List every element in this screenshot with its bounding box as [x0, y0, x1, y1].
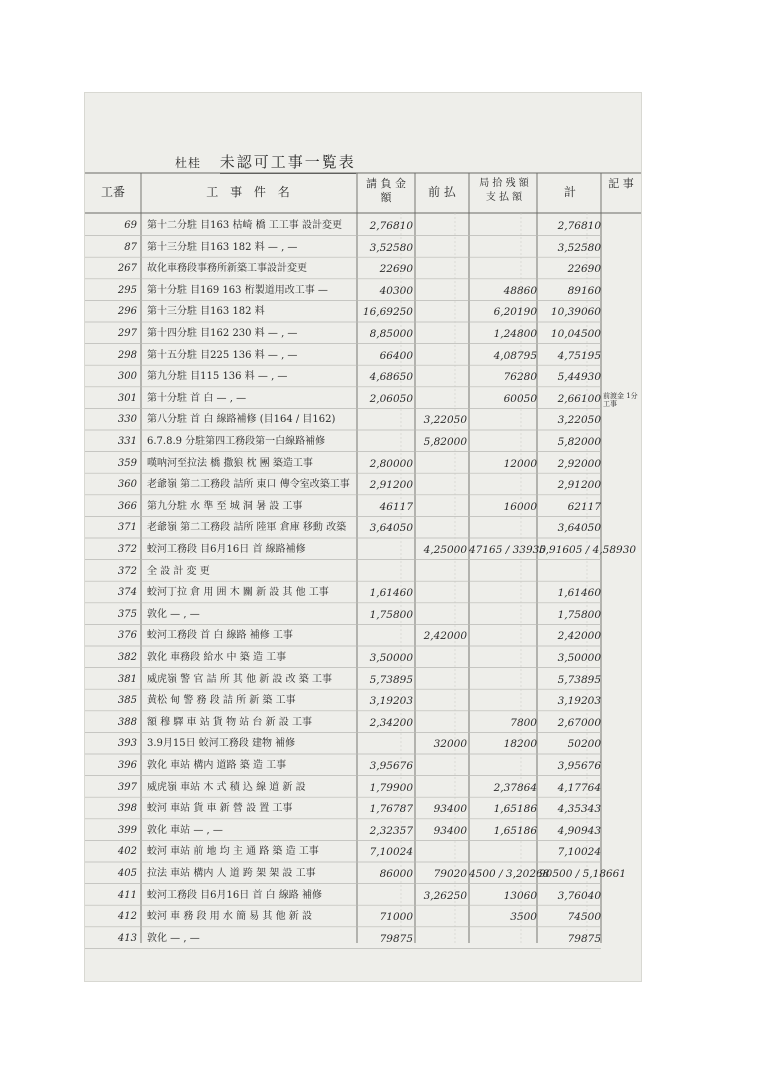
cell-remaining: 12000	[503, 457, 537, 470]
cell-amount: 1,79900	[369, 781, 413, 794]
cell-remaining: 60050	[503, 392, 537, 405]
header-total: 計	[563, 185, 576, 199]
table-row	[85, 345, 641, 368]
cell-amount: 22690	[379, 263, 413, 276]
cell-no: 411	[117, 889, 137, 901]
cell-total: 4,75195	[557, 349, 601, 362]
cell-prepaid: 93400	[433, 803, 467, 816]
cell-amount: 16,69250	[362, 306, 413, 319]
cell-amount: 3,64050	[369, 522, 413, 535]
cell-remaining: 76280	[503, 371, 537, 384]
cell-name: 拉法 車站 構内 人 道 跨 架 架 設 工事	[147, 868, 316, 879]
cell-name: 第十分駐 首 白 — , —	[147, 392, 247, 404]
cell-total: 3,76040	[557, 889, 601, 902]
cell-remaining: 3500	[510, 911, 537, 924]
cell-no: 375	[117, 608, 137, 620]
table-row	[85, 928, 641, 951]
cell-total: 3,50000	[557, 652, 601, 664]
cell-name: 老爺嶺 第二工務段 詰所 東口 傳令室改築工事	[147, 479, 350, 491]
cell-remaining: 6,20190	[493, 306, 537, 319]
cell-no: 372	[117, 544, 137, 555]
cell-total: 4,17764	[557, 781, 601, 794]
cell-name: 敦化 車站 — , —	[147, 824, 223, 836]
cell-no: 359	[117, 457, 137, 469]
table-row	[85, 388, 641, 411]
cell-prepaid: 93400	[433, 824, 467, 837]
cell-amount: 2,80000	[369, 457, 413, 470]
cell-no: 360	[117, 479, 137, 491]
header-no: 工番	[100, 185, 125, 199]
cell-remaining: 7800	[510, 716, 537, 729]
cell-prepaid: 79020	[433, 868, 467, 880]
cell-name: 敦化 — , —	[147, 608, 200, 620]
cell-total: 3,19203	[557, 695, 601, 708]
cell-total: 2,67000	[557, 716, 601, 729]
cell-total: 5,91605 / 4,58930	[539, 544, 637, 556]
cell-no: 371	[117, 522, 137, 534]
cell-no: 366	[117, 500, 137, 512]
cell-no: 330	[117, 414, 137, 426]
cell-remaining: 4,08795	[493, 349, 537, 362]
cell-amount: 7,10024	[369, 846, 413, 859]
cell-name: 威虎嶺 警 官 詰 所 其 他 新 設 改 築 工事	[147, 673, 332, 685]
cell-remaining: 1,65186	[493, 824, 537, 837]
title-main: 未認可工事一覧表	[220, 153, 356, 174]
cell-prepaid: 2,42000	[423, 630, 467, 643]
cell-no: 382	[117, 652, 137, 663]
cell-no: 295	[117, 284, 137, 296]
cell-amount: 2,32357	[369, 824, 413, 837]
cell-no: 413	[117, 932, 137, 944]
table-row	[85, 712, 641, 735]
cell-amount: 40300	[379, 284, 413, 297]
header-prepaid: 前 払	[428, 185, 456, 199]
table-row	[85, 517, 641, 540]
cell-no: 87	[124, 241, 137, 253]
cell-name: 第十二分駐 目163 枯崎 橋 工工事 設計変更	[147, 220, 342, 231]
table-row	[85, 323, 641, 346]
cell-total: 10,04500	[550, 328, 601, 340]
cell-total: 89160	[567, 284, 601, 297]
cell-name: 第八分駐 首 白 線路補修 (目164 / 目162)	[147, 414, 336, 426]
cell-no: 267	[117, 263, 137, 275]
cell-remaining: 1,24800	[493, 328, 537, 340]
header-note: 記 事	[608, 177, 634, 190]
cell-total: 50200	[567, 738, 601, 751]
cell-amount: 86000	[379, 868, 413, 880]
cell-amount: 3,52580	[369, 241, 413, 254]
cell-name: 蛟河工務段 目6月16日 首 線路補修	[147, 544, 306, 555]
cell-amount: 5,73895	[369, 673, 413, 686]
table-row	[85, 539, 641, 562]
table-row	[85, 625, 641, 648]
cell-name: 故化車務段事務所新築工事設計変更	[147, 263, 307, 275]
cell-no: 331	[117, 436, 137, 447]
cell-remaining: 48860	[503, 284, 537, 297]
cell-name: 威虎嶺 車站 木 式 積 込 線 道 新 設	[147, 781, 306, 793]
cell-no: 399	[117, 824, 137, 836]
cell-total: 22690	[567, 263, 601, 276]
table-row	[85, 215, 641, 238]
cell-total: 3,52580	[557, 241, 601, 254]
cell-total: 2,91200	[557, 479, 601, 492]
table-row	[85, 280, 641, 303]
cell-total: 62117	[567, 500, 601, 513]
cell-total: 10,39060	[550, 306, 601, 319]
cell-total: 5,82000	[557, 436, 601, 448]
cell-name: 蛟河工務段 首 白 線路 補修 工事	[147, 630, 293, 642]
cell-prepaid: 4,25000	[423, 544, 467, 556]
cell-no: 376	[117, 630, 137, 642]
cell-name: 第十四分駐 目162 230 料 — , —	[147, 328, 298, 339]
cell-name: 第九分駐 目115 136 料 — , —	[147, 371, 288, 383]
table-row	[85, 798, 641, 821]
cell-total: 74500	[567, 911, 601, 924]
cell-name: 第十分駐 目169 163 桁製道用改工事 —	[147, 284, 328, 296]
cell-amount: 8,85000	[369, 328, 413, 340]
table-row	[85, 237, 641, 260]
cell-remaining: 1,65186	[493, 803, 537, 816]
cell-name: 蛟河工務段 目6月16日 首 白 線路 補修	[147, 889, 322, 901]
cell-name: 嘆呐河至拉法 橋 撒狼 枕 團 築造工事	[147, 457, 313, 469]
cell-remaining: 47165 / 33930	[469, 544, 547, 556]
table-row	[85, 777, 641, 800]
cell-name: 老爺嶺 第二工務段 詰所 陸軍 倉庫 移動 改築	[147, 522, 347, 534]
cell-amount: 2,76810	[369, 220, 413, 232]
table-row	[85, 431, 641, 454]
cell-name: 第十五分駐 目225 136 料 — , —	[147, 349, 298, 361]
table-row	[85, 474, 641, 497]
table-row	[85, 885, 641, 908]
cell-no: 69	[124, 220, 137, 231]
cell-no: 388	[117, 716, 137, 728]
table-row	[85, 647, 641, 670]
cell-amount: 3,50000	[369, 652, 413, 664]
cell-amount: 2,91200	[369, 479, 413, 492]
table-row	[85, 669, 641, 692]
table-row	[85, 582, 641, 605]
cell-total: 2,76810	[557, 220, 601, 232]
cell-prepaid: 3,22050	[423, 414, 467, 427]
cell-prepaid: 32000	[433, 738, 467, 751]
header-name: 工 事 件 名	[206, 185, 294, 199]
cell-amount: 3,19203	[369, 695, 413, 708]
cell-amount: 71000	[379, 911, 413, 924]
cell-total: 7,10024	[557, 846, 601, 859]
title-prefix: 杜桂	[175, 156, 202, 170]
cell-name: 敦化 車站 構内 道路 築 造 工事	[147, 760, 287, 771]
cell-total: 4,35343	[557, 803, 601, 816]
cell-total: 3,22050	[557, 414, 601, 427]
cell-name: 敦化 — , —	[147, 932, 200, 944]
table-row	[85, 863, 641, 886]
cell-total: 5,73895	[557, 673, 601, 686]
page-title	[175, 151, 356, 172]
cell-no: 298	[117, 349, 137, 361]
cell-name: 3.9月15日 蛟河工務段 建物 補修	[147, 738, 296, 750]
table-row	[85, 366, 641, 389]
cell-total: 3,64050	[557, 522, 601, 535]
table-row	[85, 906, 641, 929]
cell-total: 2,92000	[557, 457, 601, 470]
cell-no: 385	[117, 695, 137, 707]
cell-no: 402	[117, 846, 137, 858]
cell-total: 3,95676	[557, 760, 601, 772]
table-row	[85, 604, 641, 627]
cell-name: 第十三分駐 目163 182 料	[147, 306, 265, 318]
cell-name: 6.7.8.9 分駐第四工務段第一白線路補修	[147, 436, 326, 447]
cell-name: 黄松 甸 警 務 段 詰 所 新 築 工事	[147, 695, 296, 707]
table-row	[85, 301, 641, 324]
ledger-sheet	[84, 92, 642, 982]
cell-amount: 4,68650	[369, 371, 413, 384]
cell-name: 蛟河 車 務 段 用 水 簡 易 其 他 新 設	[147, 911, 312, 923]
cell-name: 全 設 計 変 更	[147, 565, 210, 577]
cell-amount: 46117	[379, 500, 413, 513]
cell-name: 蛟河 車站 前 地 均 主 通 路 築 造 工事	[147, 846, 319, 858]
cell-amount: 1,61460	[369, 587, 413, 600]
cell-no: 297	[117, 328, 137, 339]
table-row	[85, 820, 641, 843]
cell-no: 398	[117, 803, 137, 815]
cell-amount: 3,95676	[369, 760, 413, 772]
cell-amount: 1,76787	[369, 803, 413, 816]
cell-no: 300	[117, 371, 137, 383]
cell-total: 2,42000	[557, 630, 601, 643]
cell-remaining: 16000	[503, 500, 537, 513]
cell-name: 第十三分駐 目163 182 料 — , —	[147, 241, 298, 253]
cell-amount: 2,34200	[369, 716, 413, 729]
cell-remaining: 18200	[503, 738, 537, 751]
cell-prepaid: 3,26250	[423, 889, 467, 902]
cell-remaining: 4500 / 3,20268	[469, 868, 550, 880]
cell-no: 372	[117, 565, 137, 577]
cell-no: 374	[117, 587, 137, 599]
table-row	[85, 561, 641, 584]
cell-total: 4,90943	[557, 824, 601, 837]
table-row	[85, 453, 641, 476]
cell-remaining: 2,37864	[493, 781, 537, 794]
cell-no: 405	[117, 868, 137, 879]
cell-remaining: 13060	[503, 889, 537, 902]
cell-note: 前渡金 1分 工事	[603, 391, 638, 408]
cell-total: 90500 / 5,18661	[539, 868, 627, 880]
table-row	[85, 841, 641, 864]
table-row	[85, 409, 641, 432]
cell-name: 額 穆 驛 車 站 貨 物 站 台 新 設 工事	[147, 716, 312, 728]
header-remaining: 局 拾 残 額 支 払 額	[479, 178, 529, 203]
cell-no: 412	[117, 911, 137, 923]
cell-amount: 66400	[379, 349, 413, 362]
cell-total: 5,44930	[557, 371, 601, 384]
cell-name: 第九分駐 水 準 至 城 洞 暑 設 工事	[147, 500, 303, 512]
table-row	[85, 733, 641, 756]
table-row	[85, 258, 641, 281]
cell-no: 396	[117, 760, 137, 771]
cell-no: 397	[117, 781, 137, 793]
cell-amount: 2,06050	[369, 392, 413, 405]
cell-name: 蛟河 車站 貨 車 新 營 設 置 工事	[147, 803, 293, 815]
cell-total: 2,66100	[557, 392, 601, 405]
cell-amount: 1,75800	[369, 608, 413, 621]
cell-no: 301	[117, 392, 137, 404]
cell-total: 1,75800	[557, 608, 601, 621]
cell-name: 敦化 車務段 給水 中 築 造 工事	[147, 652, 287, 663]
table-row	[85, 496, 641, 519]
cell-prepaid: 5,82000	[423, 436, 467, 448]
cell-name: 蛟河丁拉 倉 用 囲 木 關 新 設 其 他 工事	[147, 587, 329, 599]
table-row	[85, 755, 641, 778]
cell-total: 1,61460	[557, 587, 601, 600]
cell-no: 393	[117, 738, 137, 750]
cell-no: 296	[117, 306, 137, 318]
cell-total: 79875	[567, 932, 601, 945]
table-row	[85, 690, 641, 713]
cell-no: 381	[117, 673, 137, 685]
cell-amount: 79875	[379, 932, 413, 945]
header-amount: 請 負 金 額	[366, 177, 406, 204]
